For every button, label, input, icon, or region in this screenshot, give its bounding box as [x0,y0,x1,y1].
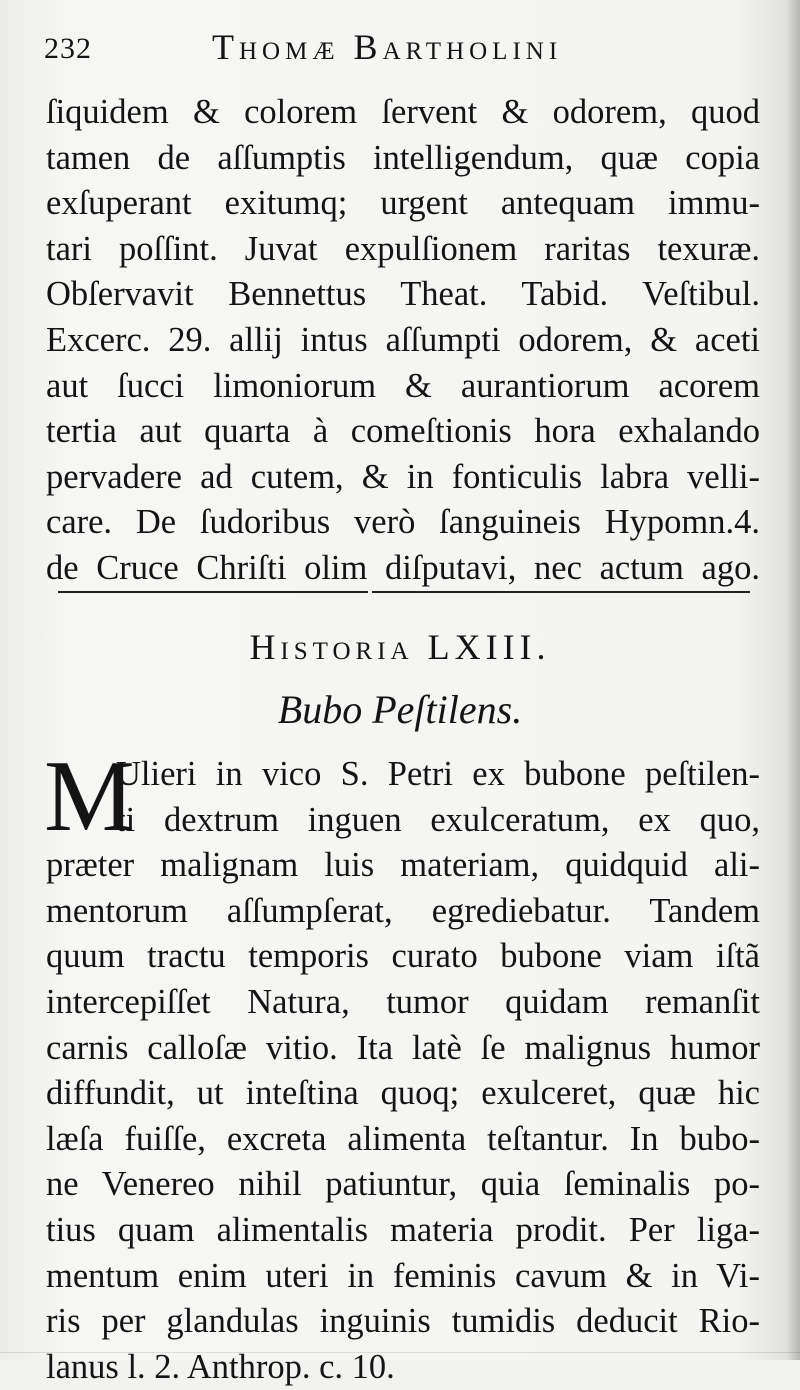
section-subtitle: Bubo Peſtilens. [277,687,523,732]
paragraph-1 [46,90,760,592]
text-line: læſa fuiſſe, excreta alimenta teſtantur. In bubo- [46,1119,760,1158]
text-line: exſuperant exitumq; urgent antequam immu- [46,184,760,223]
text-line: ſiquidem & colorem ſervent & odorem, quod [46,93,760,131]
text-line: pervadere ad cutem, & in fonticulis labra velli- [46,457,760,496]
section-title: Historia LXIII. [249,627,551,667]
text-line: Excerc. 29. allij intus aſſumpti odorem, & aceti [46,320,760,359]
text-line: tertia aut quarta à comeſtionis hora exhalando [46,412,760,451]
text-line: Obſervavit Bennettus Theat. Tabid. Veſtibul. [46,275,760,314]
drop-cap: M [44,740,135,853]
text-line: tari poſſint. Juvat expulſionem raritas texuræ. [46,229,760,268]
page-edge-shadow [786,0,800,1360]
running-head: Thomæ Bartholini [212,27,563,67]
text-line: tamen de aſſumptis intelligendum, quæ copia [46,138,760,177]
text-line: carnis calloſæ vitio. Ita latè ſe malignus humor [46,1028,760,1067]
text-line: tius quam alimentalis materia prodit. Per liga- [46,1210,760,1249]
text-line: ti dextrum inguen exulceratum, ex quo, [116,800,760,839]
text-line: intercepiſſet Natura, tumor quidam remanſit [46,982,760,1021]
text-line: quum tractu temporis curato bubone viam iſtã [46,937,760,976]
text-line: care. De ſudoribus verò ſanguineis Hypomn.4. [46,503,760,542]
text-line: præter malignam luis materiam, quidquid ali- [46,846,760,885]
section-divider-left [58,591,368,593]
page-number: 232 [44,32,92,65]
text-line: lanus l. 2. Anthrop. c. 10. [46,1347,395,1386]
page-header [44,26,764,70]
text-line: diffundit, ut inteſtina quoq; exulceret, quæ hic [46,1074,760,1113]
text-line: de Cruce Chriſti olim diſputavi, nec actum ago. [46,548,760,587]
section-divider-right [372,591,750,593]
text-line: mentum enim uteri in feminis cavum & in Vi- [46,1256,760,1295]
text-line: ris per glandulas inguinis tumidis deducit Rio- [46,1302,760,1341]
paragraph-2 [44,740,760,1390]
text-line: ne Venereo nihil patiuntur, quia ſeminalis po- [46,1165,760,1204]
page-bottom-edge [0,1352,800,1353]
text-line: mentorum aſſumpſerat, egrediebatur. Tandem [46,891,760,930]
text-line: aut ſucci limoniorum & aurantiorum acorem [46,366,760,405]
text-line: Ulieri in vico S. Petri ex bubone peſtilen- [116,755,760,793]
